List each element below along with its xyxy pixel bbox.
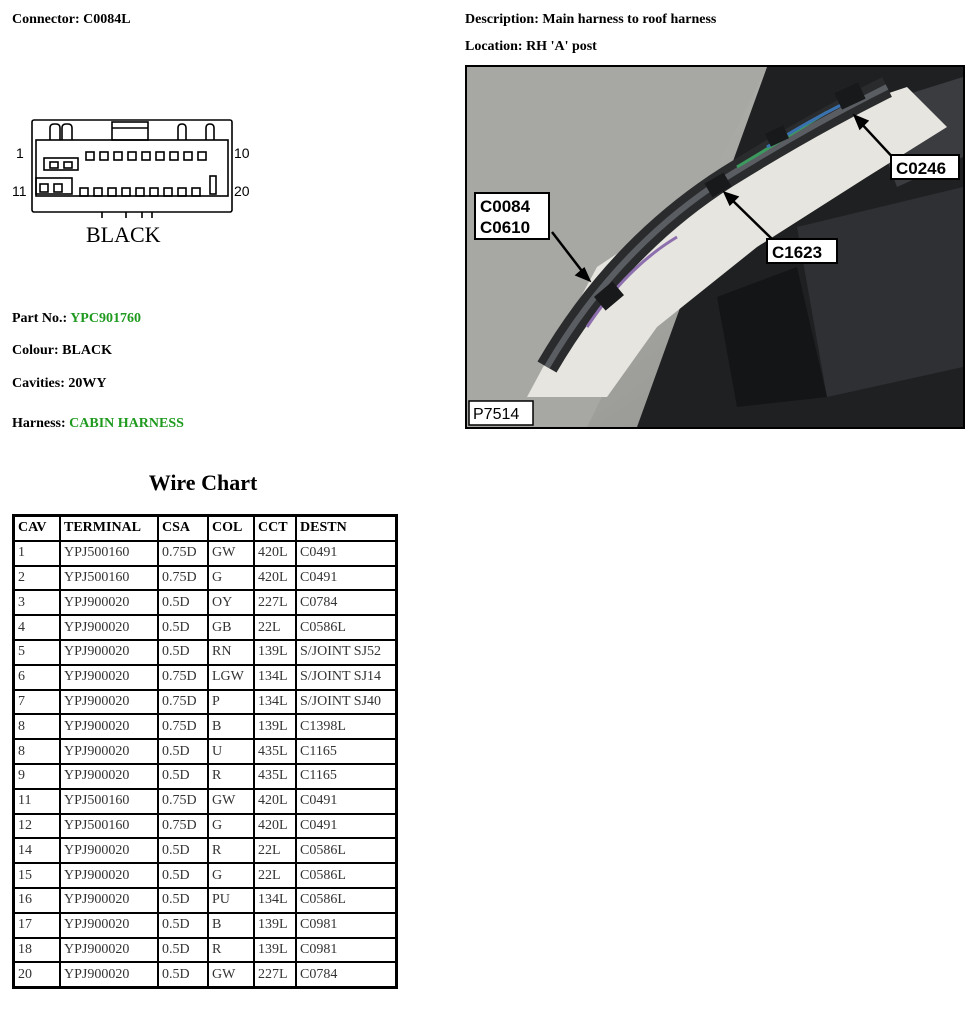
pin-marker [210,176,216,194]
cell-terminal: YPJ900020 [60,913,158,938]
table-row [14,541,397,566]
wire-chart-title: Wire Chart [148,470,258,495]
latch-tab [50,124,60,140]
cell-terminal: YPJ500160 [60,566,158,591]
connector-label: Connector: [12,12,80,27]
cell-csa: 0.5D [158,863,208,888]
cell-destn: S/JOINT SJ52 [296,640,397,665]
cell-destn: C0586L [296,888,397,913]
part-no-field [12,311,141,327]
cell-cct: 435L [254,764,296,789]
part-no-label: Part No.: [12,311,68,326]
table-row [14,714,397,739]
cell-cct: 22L [254,615,296,640]
cell-col: B [208,714,254,739]
pin-label-1: 1 [16,145,24,161]
pin-label-20: 20 [234,183,250,199]
cell-terminal: YPJ900020 [60,739,158,764]
cell-cav: 7 [14,690,61,715]
cell-col: GW [208,789,254,814]
cell-terminal: YPJ500160 [60,814,158,839]
cell-csa: 0.5D [158,888,208,913]
cell-cav: 20 [14,962,61,987]
cell-csa: 0.75D [158,789,208,814]
cavities-field [12,376,107,392]
cell-destn: C0586L [296,615,397,640]
cell-cav: 18 [14,938,61,963]
header-terminal: TERMINAL [60,516,158,541]
cell-csa: 0.5D [158,962,208,987]
cell-csa: 0.75D [158,566,208,591]
harness-field [12,416,184,432]
latch-tab [178,124,186,140]
location-label: Location: [465,39,523,54]
table-row [14,838,397,863]
cell-cct: 22L [254,863,296,888]
cell-terminal: YPJ900020 [60,888,158,913]
cell-col: G [208,566,254,591]
colour-field [12,343,112,359]
photo-reference: P7514 [473,406,520,423]
cell-cct: 22L [254,838,296,863]
cell-terminal: YPJ900020 [60,665,158,690]
callout-c1623: C1623 [772,243,823,262]
cell-cct: 435L [254,739,296,764]
cell-csa: 0.5D [158,739,208,764]
cell-csa: 0.5D [158,640,208,665]
description-field [465,12,716,28]
cell-cav: 6 [14,665,61,690]
cell-destn: C0491 [296,814,397,839]
description-value: Main harness to roof harness [542,12,717,27]
cell-cct: 420L [254,814,296,839]
location-field [465,39,597,55]
cell-cct: 134L [254,888,296,913]
table-row [14,913,397,938]
cell-cav: 3 [14,590,61,615]
header-col: COL [208,516,254,541]
header-destn: DESTN [296,516,397,541]
pin-label-10: 10 [234,145,250,161]
cell-csa: 0.75D [158,690,208,715]
cell-destn: C0784 [296,962,397,987]
cell-cav: 1 [14,541,61,566]
latch-tab [62,124,72,140]
cell-terminal: YPJ900020 [60,690,158,715]
cell-cav: 2 [14,566,61,591]
cell-col: P [208,690,254,715]
callout-c0610: C0610 [480,218,531,237]
cell-destn: C0981 [296,913,397,938]
cell-destn: C0491 [296,789,397,814]
cavities-label: Cavities: [12,376,65,391]
cell-destn: C0981 [296,938,397,963]
cell-col: GW [208,962,254,987]
table-row [14,789,397,814]
cell-terminal: YPJ900020 [60,764,158,789]
cell-terminal: YPJ900020 [60,863,158,888]
location-value: RH 'A' post [526,39,597,54]
cell-destn: C0784 [296,590,397,615]
cavities-value: 20WY [68,376,107,391]
cell-col: G [208,814,254,839]
cell-cct: 420L [254,789,296,814]
cell-cct: 420L [254,566,296,591]
cell-terminal: YPJ500160 [60,789,158,814]
key-tab [112,122,148,140]
cell-destn: S/JOINT SJ40 [296,690,397,715]
cell-destn: C1165 [296,739,397,764]
cell-terminal: YPJ900020 [60,590,158,615]
pin-label-11: 11 [12,183,27,199]
cell-csa: 0.75D [158,714,208,739]
cell-col: G [208,863,254,888]
header-cav: CAV [14,516,61,541]
table-row [14,962,397,987]
description-label: Description: [465,12,539,27]
latch-tab [206,124,214,140]
cell-col: R [208,764,254,789]
location-photo [465,65,965,429]
cell-cav: 12 [14,814,61,839]
cell-csa: 0.5D [158,590,208,615]
table-row [14,764,397,789]
wire-chart-body [14,541,397,988]
cell-terminal: YPJ900020 [60,962,158,987]
wire-chart-table [12,514,398,989]
cell-csa: 0.75D [158,814,208,839]
cell-csa: 0.5D [158,764,208,789]
cell-cct: 139L [254,640,296,665]
cell-cct: 134L [254,690,296,715]
connector-field [12,12,131,28]
cell-destn: C1398L [296,714,397,739]
cell-col: LGW [208,665,254,690]
cell-cct: 139L [254,913,296,938]
cell-cav: 9 [14,764,61,789]
cell-cct: 227L [254,590,296,615]
part-no-value: YPC901760 [70,311,141,326]
header-csa: CSA [158,516,208,541]
cell-cct: 420L [254,541,296,566]
cell-csa: 0.5D [158,938,208,963]
cell-csa: 0.75D [158,541,208,566]
cell-terminal: YPJ900020 [60,615,158,640]
cell-cct: 139L [254,938,296,963]
cell-terminal: YPJ900020 [60,938,158,963]
cell-col: B [208,913,254,938]
cell-cav: 16 [14,888,61,913]
table-row [14,863,397,888]
table-row [14,665,397,690]
cell-destn: C0491 [296,541,397,566]
cell-cct: 134L [254,665,296,690]
wire-chart-header-row [14,516,397,541]
cell-destn: S/JOINT SJ14 [296,665,397,690]
callout-c0084: C0084 [480,197,531,216]
table-row [14,739,397,764]
cell-cav: 5 [14,640,61,665]
colour-label: Colour: [12,343,59,358]
table-row [14,640,397,665]
table-row [14,615,397,640]
connector-diagram [10,110,270,250]
cell-col: OY [208,590,254,615]
cell-destn: C1165 [296,764,397,789]
callout-c0246: C0246 [896,159,947,178]
cell-cav: 17 [14,913,61,938]
cell-col: R [208,838,254,863]
cell-cct: 139L [254,714,296,739]
cell-col: R [208,938,254,963]
cell-terminal: YPJ900020 [60,640,158,665]
cell-cav: 4 [14,615,61,640]
cell-col: U [208,739,254,764]
harness-value: CABIN HARNESS [69,416,184,431]
cell-terminal: YPJ500160 [60,541,158,566]
table-row [14,814,397,839]
table-row [14,590,397,615]
cell-csa: 0.5D [158,838,208,863]
diagram-colour-text: BLACK [86,222,161,247]
header-cct: CCT [254,516,296,541]
cell-destn: C0586L [296,838,397,863]
cell-csa: 0.75D [158,665,208,690]
cell-col: GW [208,541,254,566]
cell-terminal: YPJ900020 [60,838,158,863]
cell-csa: 0.5D [158,913,208,938]
cell-csa: 0.5D [158,615,208,640]
table-row [14,690,397,715]
cell-cav: 8 [14,739,61,764]
cell-cav: 14 [14,838,61,863]
cell-col: PU [208,888,254,913]
table-row [14,888,397,913]
table-row [14,938,397,963]
cell-destn: C0491 [296,566,397,591]
cell-terminal: YPJ900020 [60,714,158,739]
cell-cct: 227L [254,962,296,987]
colour-value: BLACK [62,343,112,358]
cell-col: GB [208,615,254,640]
cell-destn: C0586L [296,863,397,888]
cell-cav: 11 [14,789,61,814]
cell-cav: 15 [14,863,61,888]
connector-value: C0084L [83,12,131,27]
cell-cav: 8 [14,714,61,739]
table-row [14,566,397,591]
cell-col: RN [208,640,254,665]
harness-label: Harness: [12,416,66,431]
